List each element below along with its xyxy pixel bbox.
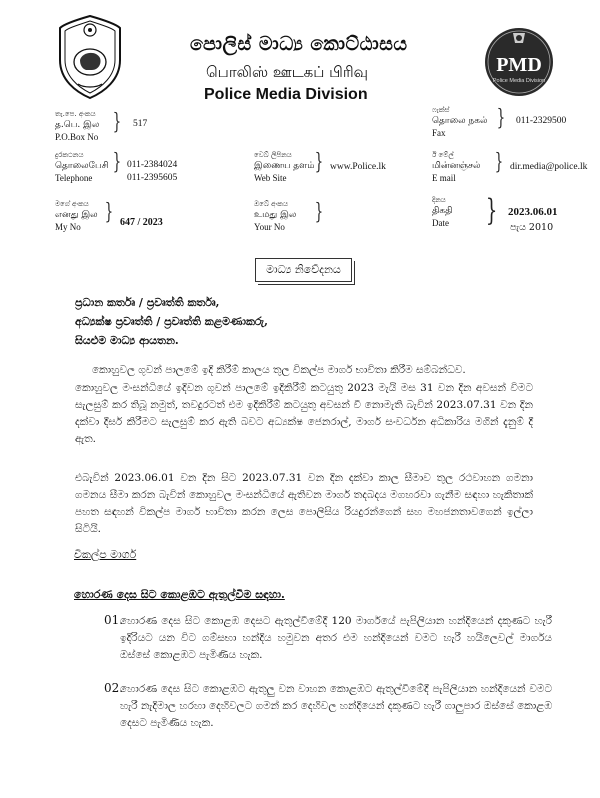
brace: } xyxy=(485,193,498,228)
police-emblem xyxy=(56,14,124,100)
media-release-title: මාධ්‍ය නිවේදනය xyxy=(255,258,352,282)
subject-line: කොහුවල ගුවන් පාලමේ ඉදි කිරීම් කාලය තුල විකල්ප මාර්ග භාවිතා කිරීම සම්බන්ධව. xyxy=(92,364,466,376)
title-sinhala: පොලිස් මාධ්‍ය කොට්ඨාසය xyxy=(190,33,408,55)
pobox-label: තැ.පෙ. අංකය த.பெ. இல P.O.Box No xyxy=(55,110,100,142)
paragraph-2: එබැවින් 2023.06.01 වන දින සිට 2023.07.31 වන දින දක්වා කාල සීමාව තුල රථවාහන ගමනා ගමනය සීමා කරන බැවින් කොහුවල මංසන්ධියේ ඇතිවන මාර්ග තදබදය මගහරවා ගැනීම සඳහා හැකිතාක් පහත සඳහන් විකල්ප මාර්ග භාවිතා කරන ලෙස පොලිසිය රියදුරන්ගෙන් සහ මහජනතාවගෙන් ඉල්ලා සිටියි. xyxy=(75,472,533,535)
brace: } xyxy=(112,150,122,175)
addressee-2: අධ්‍යක්ෂ ප්‍රවෘත්ති / ප්‍රවෘත්ති කළමණාකරු, xyxy=(75,315,268,328)
list-item-1: හොරණ දෙස සිට කොළඹ දෙසට ඇතුල්වීමේදී 120 මාර්ගයේ පැපිලියාන හන්දියෙන් දකුණට හැරී ඉදිරියට යන විට ගම්සභා හන්දිය හමුවන අතර එම හන්දියෙන් වමට හැරී හයිලෙවල් මාර්ගය ඔස්සේ කොළඹට පැමිණිය හැක. xyxy=(120,615,552,661)
telephone-value-1: 011-2384024 xyxy=(127,160,178,170)
website-value[interactable]: www.Police.lk xyxy=(330,162,386,172)
item-number-1: 01. xyxy=(104,613,124,627)
paragraph-1: කොහුවල මංසන්ධියේ ඉදිවන ගුවන් පාලමේ ඉදිකිරීම් කටයුතු 2023 මැයි මස 31 වන දින අවසන් විමට සැලසුම් කර තිබූ නමුත්, තවදුරටත් එම ඉදිකිරීම් කටයුතු අවසන් වී නොමැති බැවින් 2023.07.31 වන දින දක්වා දීර්ඝ කිරීමට සැලසුම් කර ඇති බවට අධ්‍යක්ෂ ජෙනරාල්, මාර්ග සංවර්ධන අධිකාරිය මගින් දැනුම් දී ඇත. xyxy=(75,382,533,445)
brace: } xyxy=(496,106,506,131)
brace: } xyxy=(314,200,324,225)
addressee-1: ප්‍රධාන කර්තෘ / ප්‍රවෘත්ති කර්තෘ, xyxy=(75,296,220,309)
fax-label: ෆැක්ස් தொலை நகல் Fax xyxy=(432,106,488,138)
brace: } xyxy=(104,200,114,225)
date-value: 2023.06.01 xyxy=(508,206,558,218)
my-no-label: මගේ අංකය எனது இல My No xyxy=(55,200,98,232)
addressee-3: සියළුම මාධ්‍ය ආයතන. xyxy=(75,334,179,347)
your-no-label: ඔබේ අංකය உமது இல Your No xyxy=(254,200,297,232)
sub-heading: හොරණ දෙස සිට කොළඹට ඇතුල්වීම සඳහා. xyxy=(74,588,285,601)
pmd-logo-subtext: Police Media Division xyxy=(492,78,546,84)
fax-value: 011-2329500 xyxy=(516,116,567,126)
brace: } xyxy=(494,150,504,175)
telephone-value-2: 011-2395605 xyxy=(127,173,178,183)
pmd-logo-text: PMD xyxy=(496,54,542,76)
website-label: වෙබ් ලිපිනය இணைய தளம் Web Site xyxy=(254,151,315,183)
telephone-label: දුරකථනය தொலைபேசி Telephone xyxy=(55,151,109,183)
pmd-logo xyxy=(484,27,554,97)
my-no-value: 647 / 2023 xyxy=(120,217,163,228)
email-value[interactable]: dir.media@police.lk xyxy=(510,162,588,172)
section-heading: විකල්ප මාර්ග xyxy=(74,548,137,561)
email-label: ඊ මේල් மின்னஞ்சல் E mail xyxy=(432,151,481,183)
title-tamil: பொலிஸ் ஊடகப் பிரிவு xyxy=(206,63,369,81)
list-item-2: හොරණ දෙස සිට කොළඹට ඇතුලු වන වාහන කොළඹට ඇතුල්වීමේදී පැපිලියාන හන්දියෙන් වමට හැරී නැදිමාල හරහා දෙහිවලට ගමන් කර දෙහිවල හන්දියෙන් දකුණට හැරී ගාලුපාර ඔස්සේ කොළඹ දෙසට පැමිණිය හැක. xyxy=(120,683,552,729)
title-english: Police Media Division xyxy=(204,86,368,103)
pobox-value: 517 xyxy=(133,119,148,129)
brace: } xyxy=(112,110,122,135)
item-number-2: 02. xyxy=(104,681,124,695)
brace: } xyxy=(314,150,324,175)
date-time: පැය 2010 xyxy=(510,222,554,233)
date-label: දිනය திகதி Date xyxy=(432,196,453,228)
